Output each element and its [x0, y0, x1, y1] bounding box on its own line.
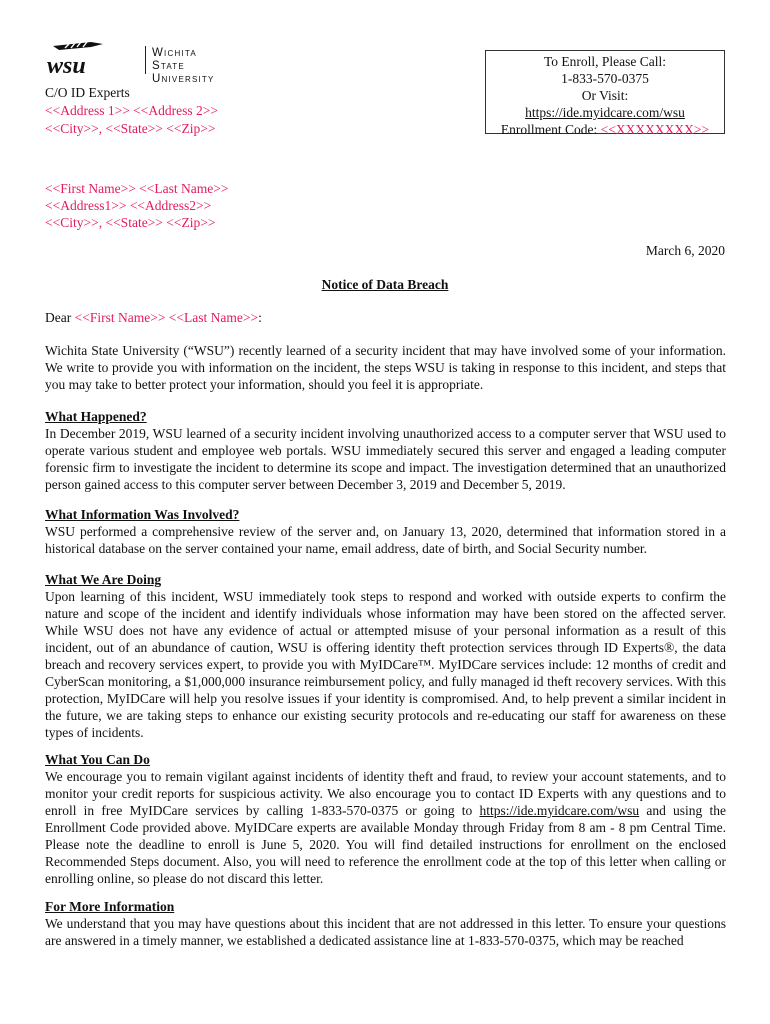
enrollment-box — [485, 50, 725, 137]
svg-text:wsu: wsu — [47, 53, 86, 78]
heading-for-more-information: For More Information — [45, 899, 175, 914]
intro-text: Wichita State University (“WSU”) recently learned of a security incident that may have involved some of your information. We write to provide you with information on the incident, the steps WSU is taking in response to this incident, and steps that you may take to better protect your information, should you feel it is appropriate. — [45, 343, 726, 392]
salutation-name: <<First Name>> <<Last Name>> — [74, 310, 259, 325]
logo-divider — [145, 46, 146, 74]
heading-what-you-can-do: What You Can Do — [45, 752, 150, 767]
enroll-visit-label: Or Visit: — [581, 88, 629, 103]
section-for-more-information — [45, 898, 726, 949]
enroll-code-value: <<XXXXXXXX>> — [600, 122, 710, 137]
recipient-address — [45, 180, 229, 231]
logo-line2: University — [152, 73, 215, 85]
recipient-line2: <<Address1>> <<Address2>> — [45, 198, 212, 213]
salutation — [45, 310, 262, 326]
enroll-call-label: To Enroll, Please Call: — [543, 54, 667, 69]
enroll-code-row — [486, 121, 724, 138]
heading-what-we-are-doing: What We Are Doing — [45, 572, 162, 587]
heading-information-involved: What Information Was Involved? — [45, 507, 240, 522]
heading-what-happened: What Happened? — [45, 409, 147, 424]
text-what-happened: In December 2019, WSU learned of a security incident involving unauthorized access to a computer server that WSU used to operate various student and employee web portals. WSU immediately secured this server and engaged a leading computer forensic firm to investigate the incident to determine its scope and impact. The investigation determined that an unauthorized person gained access to this computer server between December 3, 2019 and December 5, 2019. — [45, 426, 726, 492]
recipient-line1: <<First Name>> <<Last Name>> — [45, 181, 229, 196]
return-address — [45, 84, 218, 138]
text-what-we-are-doing: Upon learning of this incident, WSU immediately took steps to respond and worked with outside experts to confirm the nature and scope of the incident and identify individuals whose information may have been stored on the affected server. While WSU does not have any evidence of actual or attempted misuse of your personal information as a result of this incident, out of an abundance of caution, WSU is offering identity theft protection services through ID Experts®, the data breach and recovery services expert, to provide you with MyIDCare™. MyIDCare services include: 12 months of credit and CyberScan monitoring, a $1,000,000 insurance reimbursement policy, and fully managed id theft recovery services. With this protection, MyIDCare will help you resolve issues if your identity is compromised. And, to help prevent a similar incident in the future, we are taking steps to enhance our existing security protocols and re-educating our staff for awareness on these types of incidents. — [45, 589, 726, 740]
enroll-phone: 1-833-570-0375 — [561, 71, 649, 86]
text-what-you-can-do — [45, 768, 726, 887]
cando-url-link[interactable]: https://ide.myidcare.com/wsu — [479, 803, 640, 818]
intro-paragraph — [45, 342, 726, 393]
enroll-url-link[interactable]: https://ide.myidcare.com/wsu — [525, 105, 685, 120]
section-what-we-are-doing — [45, 571, 726, 741]
return-address-line3: <<City>>, <<State>> <<Zip>> — [45, 121, 216, 136]
recipient-line3: <<City>>, <<State>> <<Zip>> — [45, 215, 216, 230]
logo-line1: Wichita State — [152, 47, 197, 72]
text-information-involved: WSU performed a comprehensive review of the server and, on January 13, 2020, determined that information stored in a historical database on the server contained your name, email address, date of birth, and Social Security number. — [45, 524, 726, 556]
section-what-happened — [45, 408, 726, 493]
return-address-line2: <<Address 1>> <<Address 2>> — [45, 103, 219, 118]
enroll-code-label: Enrollment Code: — [500, 122, 601, 137]
logo-wordmark — [152, 47, 215, 86]
letter-title: Notice of Data Breach — [321, 277, 449, 292]
salutation-prefix: Dear — [45, 310, 75, 325]
section-what-you-can-do — [45, 751, 726, 887]
wsu-shocker-logo-icon — [45, 40, 105, 78]
letter-date: March 6, 2020 — [645, 243, 725, 258]
section-information-involved — [45, 506, 726, 557]
salutation-suffix: : — [258, 310, 262, 325]
wsu-logo — [45, 40, 215, 85]
cando-text-after: and using the Enrollment Code provided above. MyIDCare experts are available Monday through Friday from 8 am - 8 pm Central Time. Please note the deadline to enroll is June 5, 2020. You will find detailed instructions for enrollment on the enclosed Recommended Steps document. Also, you will need to reference the enrollment code at the top of this letter when calling or enrolling online, so please do not discard this letter. — [45, 803, 726, 886]
cando-text-before: We encourage you to remain vigilant against incidents of identity theft and fraud, to review your account statements, and to monitor your credit reports for suspicious activity. We also encourage you to contact ID Experts with any questions and to enroll in free MyIDCare services by calling 1-833-570-0375 or going to — [45, 769, 726, 818]
return-address-line1: C/O ID Experts — [45, 85, 130, 100]
text-for-more-information: We understand that you may have questions about this incident that are not addressed in this letter. To ensure your questions are answered in a timely manner, we established a dedicated assistance line at 1-833-570-0375, which may be reached — [45, 916, 726, 948]
